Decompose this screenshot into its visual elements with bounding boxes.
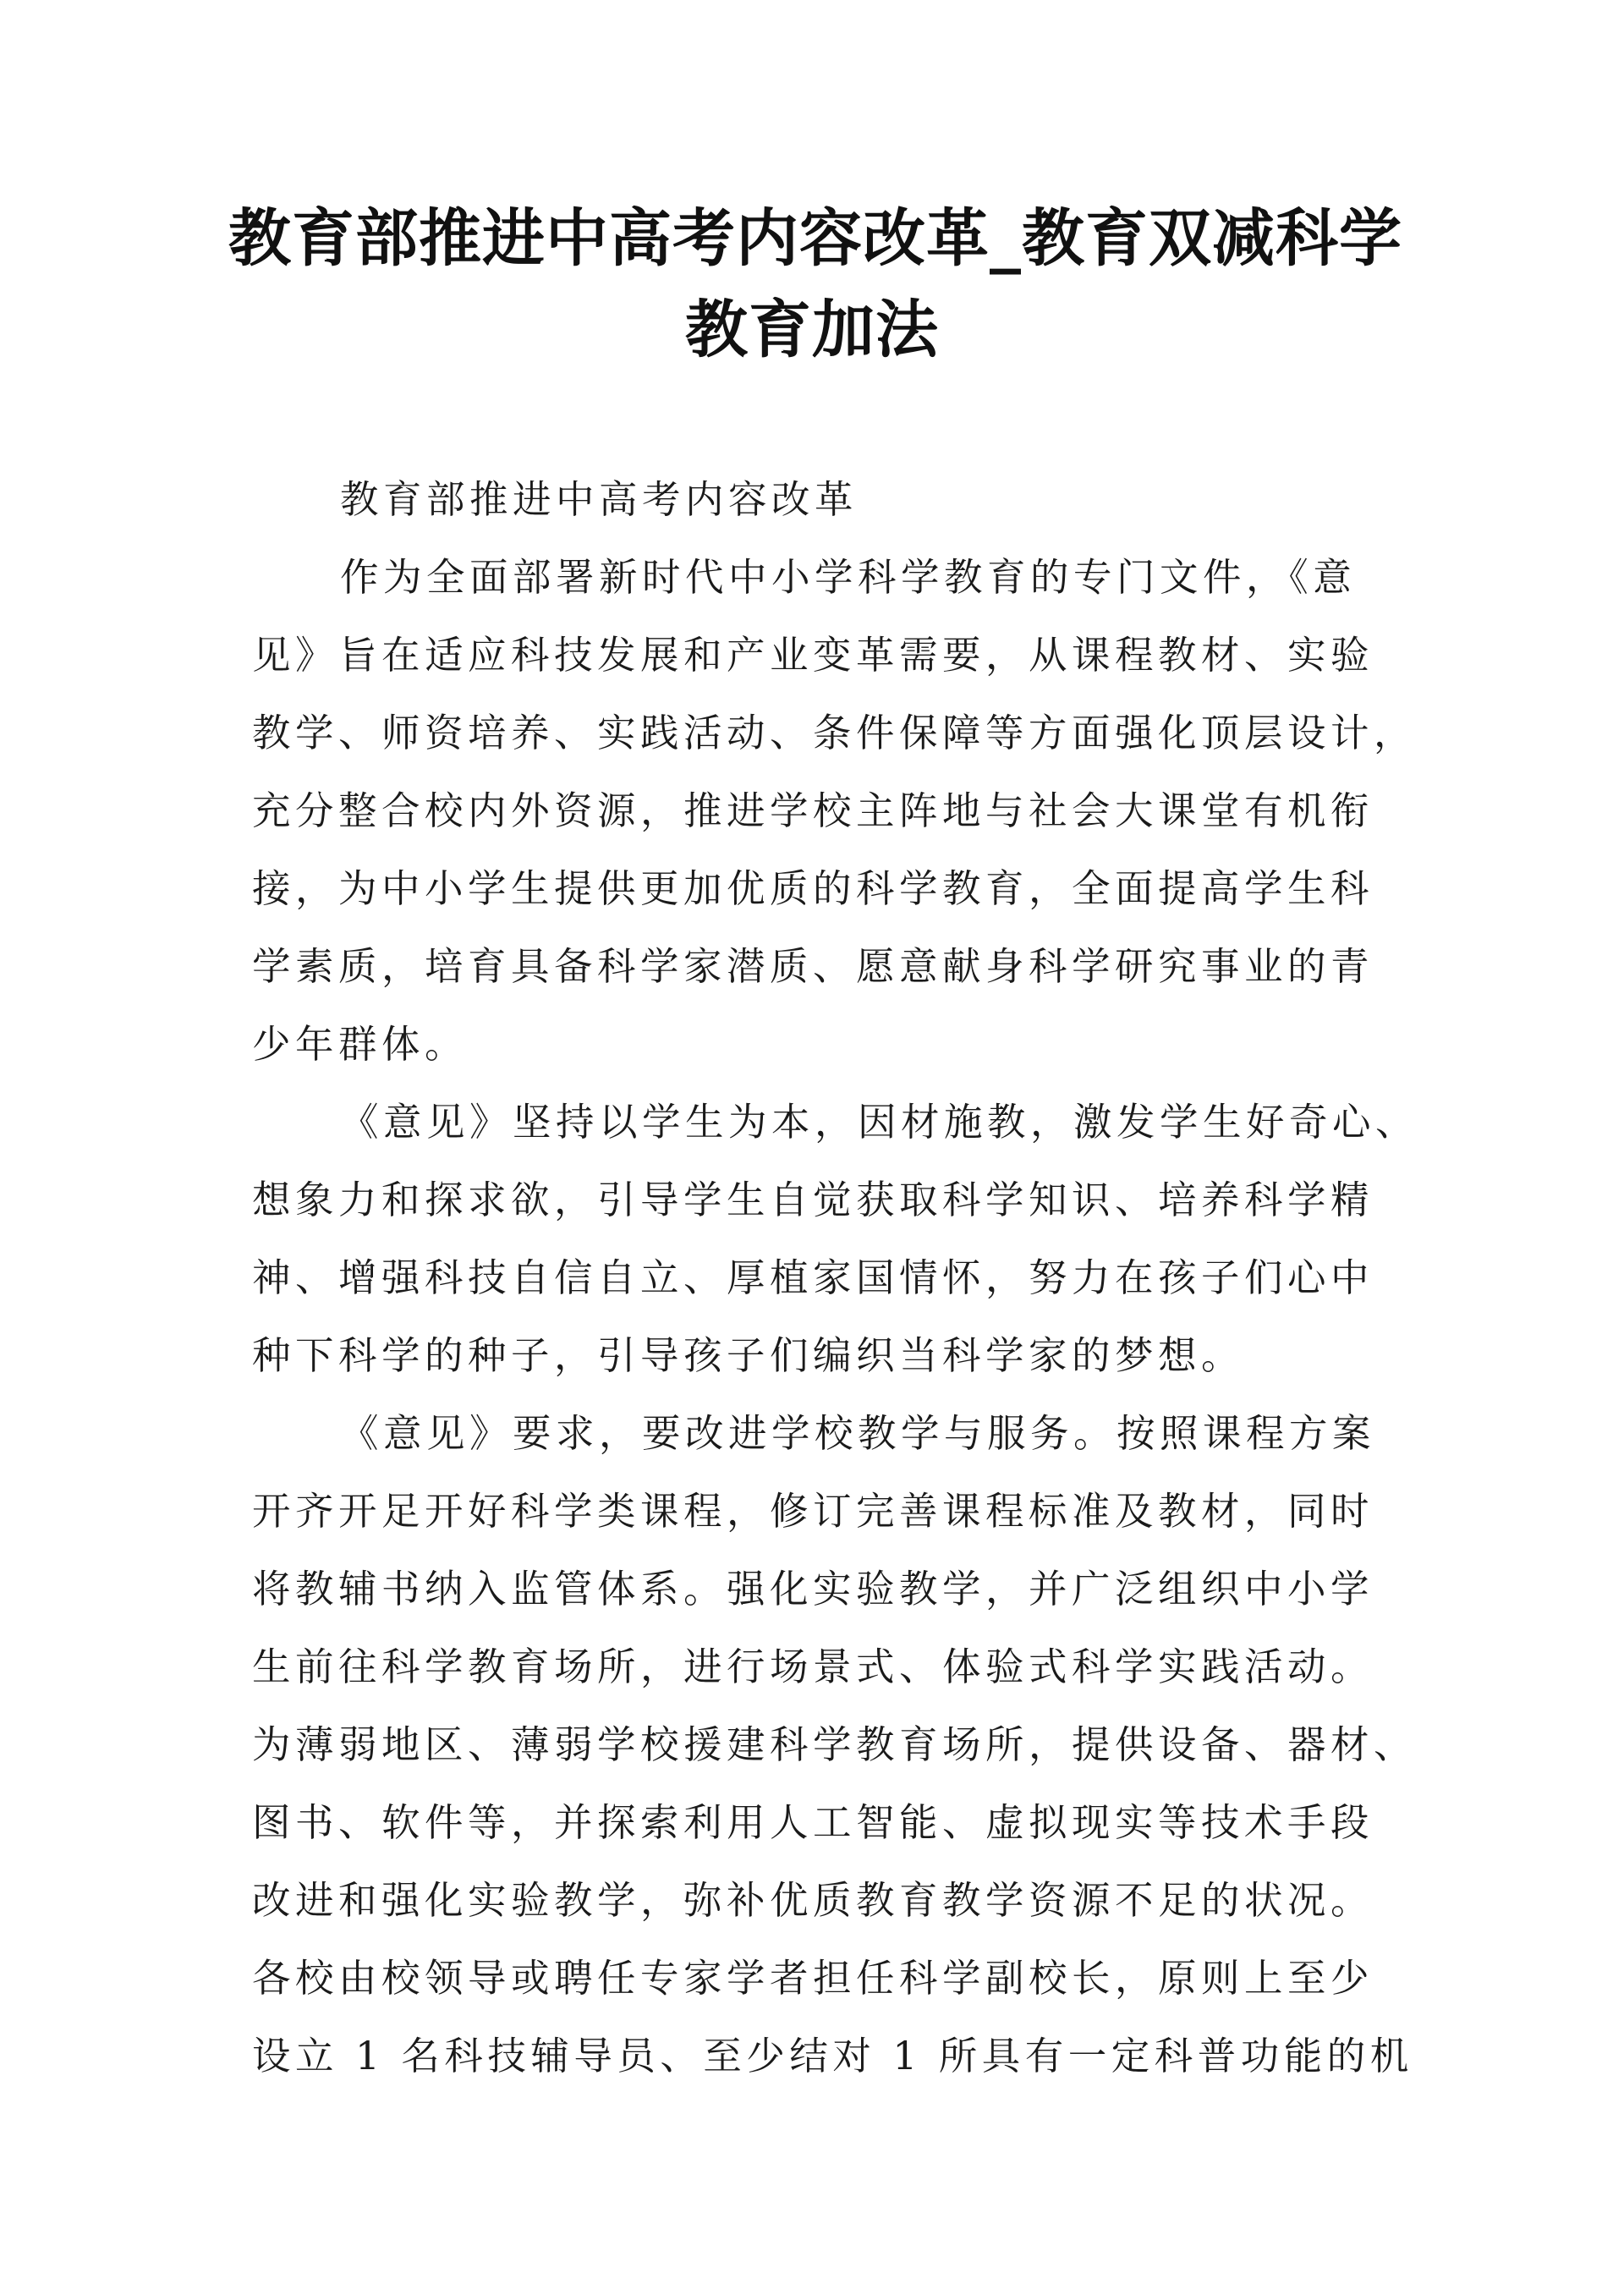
document-body (252, 461, 1419, 2095)
document-title-line-2: 教育加法 (685, 294, 939, 366)
paragraph-line: 《意见》要求，要改进学校教学与服务。按照课程方案 (340, 1411, 1376, 1456)
paragraph-subheading (252, 461, 1372, 539)
paragraph-line: 设立 1 名科技辅导员、至少结对 1 所具有一定科普功能的机 (252, 2034, 1413, 2078)
paragraph-line: 神、增强科技自信自立、厚植家国情怀，努力在孩子们心中 (252, 1255, 1374, 1300)
paragraph-principles (252, 1084, 1419, 1395)
paragraph-line: 充分整合校内外资源，推进学校主阵地与社会大课堂有机衔 (252, 788, 1374, 833)
paragraph-line: 图书、软件等，并探索利用人工智能、虚拟现实等技术手段 (252, 1800, 1374, 1845)
paragraph-line: 少年群体。 (252, 1022, 469, 1067)
paragraph-intro (252, 539, 1418, 1084)
document-title-line-1: 教育部推进中高考内容改革_教育双减科学 (228, 202, 1402, 275)
paragraph-line: 生前往科学教育场所，进行场景式、体验式科学实践活动。 (252, 1644, 1374, 1689)
paragraph-line: 教育部推进中高考内容改革 (340, 477, 859, 522)
document-title (228, 193, 1402, 376)
paragraph-line: 想象力和探求欲，引导学生自觉获取科学知识、培养科学精 (252, 1178, 1374, 1222)
paragraph-line: 接，为中小学生提供更加优质的科学教育，全面提高学生科 (252, 866, 1374, 911)
paragraph-line: 各校由校领导或聘任专家学者担任科学副校长，原则上至少 (252, 1956, 1374, 2001)
paragraph-line: 开齐开足开好科学类课程，修订完善课程标准及教材，同时 (252, 1489, 1374, 1534)
paragraph-line: 教学、师资培养、实践活动、条件保障等方面强化顶层设计， (252, 711, 1418, 755)
paragraph-line: 改进和强化实验教学，弥补优质教育教学资源不足的状况。 (252, 1878, 1374, 1923)
paragraph-line: 种下科学的种子，引导孩子们编织当科学家的梦想。 (252, 1333, 1245, 1378)
paragraph-line: 为薄弱地区、薄弱学校援建科学教育场所，提供设备、器材、 (252, 1722, 1418, 1767)
paragraph-line: 见》旨在适应科技发展和产业变革需要，从课程教材、实验 (252, 633, 1374, 678)
paragraph-line: 《意见》坚持以学生为本，因材施教，激发学生好奇心、 (340, 1100, 1419, 1145)
paragraph-line: 将教辅书纳入监管体系。强化实验教学，并广泛组织中小学 (252, 1567, 1374, 1611)
paragraph-requirements (252, 1395, 1418, 2095)
paragraph-line: 作为全面部署新时代中小学科学教育的专门文件，《意 (340, 555, 1357, 600)
paragraph-line: 学素质，培育具备科学家潜质、愿意献身科学研究事业的青 (252, 944, 1374, 989)
